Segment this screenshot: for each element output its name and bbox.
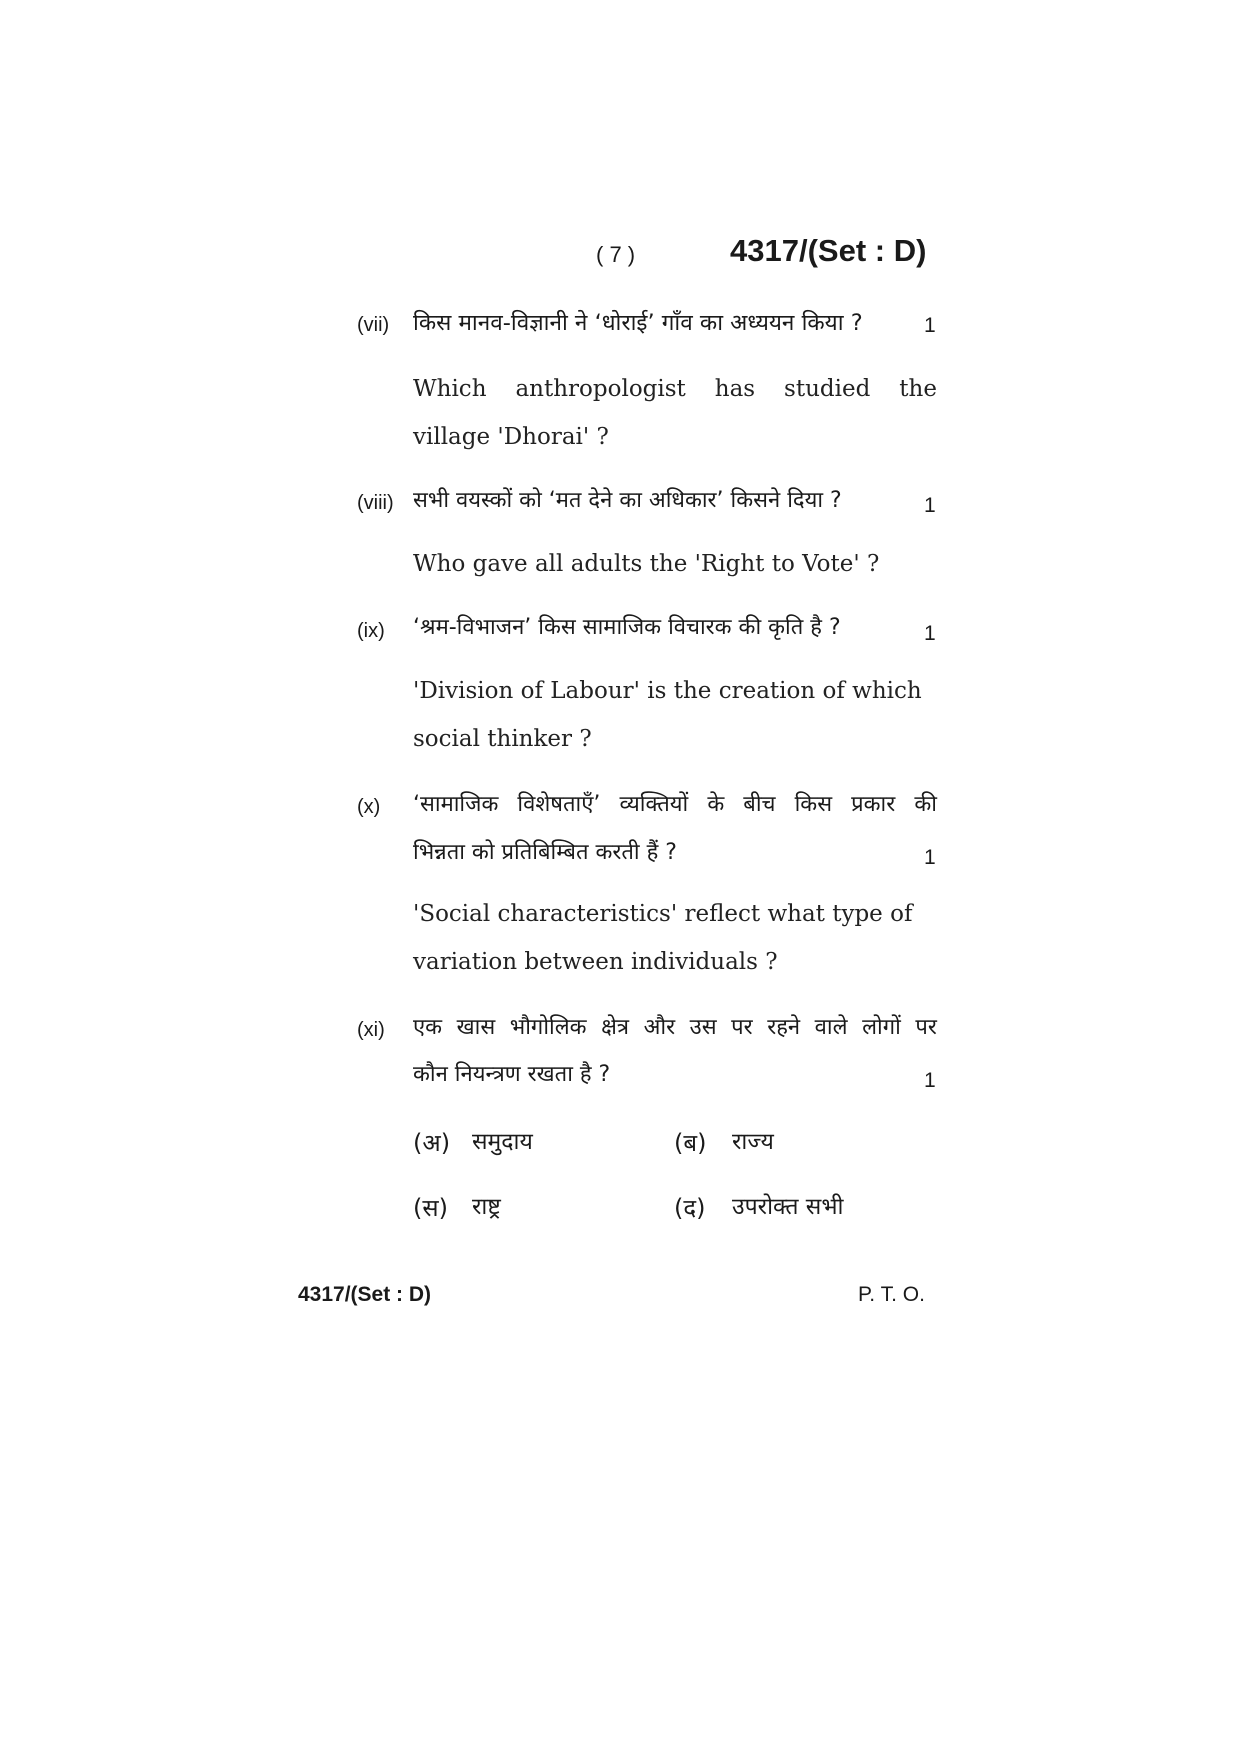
paper-code-header: 4317/(Set : D) (730, 233, 927, 268)
marks: 1 (924, 314, 936, 337)
option-a-text: समुदाय (472, 1129, 533, 1155)
word: रहने (767, 1015, 801, 1040)
word: प्रकार (851, 792, 896, 817)
question-hindi-line-2: भिन्नता को प्रतिबिम्बित करती हैं ? (413, 840, 677, 865)
option-c-label: (स) (413, 1194, 448, 1222)
question-hindi-line-1 (413, 1017, 937, 1039)
question-english-line-2: village 'Dhorai' ? (413, 424, 609, 450)
question-hindi-text: ‘श्रम-विभाजन’ किस सामाजिक विचारक की कृति है ? (413, 615, 841, 640)
question-hindi-line-1 (413, 794, 937, 816)
question-english-line-2: social thinker ? (413, 726, 592, 752)
word: लोगों (862, 1015, 901, 1040)
question-english-line-1: 'Social characteristics' reflect what type of (413, 901, 913, 927)
word: has (714, 376, 756, 402)
word: the (899, 376, 937, 402)
word: पर (915, 1015, 937, 1040)
word: Which (413, 376, 487, 402)
marks: 1 (924, 1069, 936, 1092)
word: की (914, 792, 937, 817)
word: क्षेत्र (601, 1015, 630, 1040)
question-number: (ix) (357, 620, 385, 642)
question-number: (vii) (357, 314, 390, 336)
question-hindi-text: किस मानव-विज्ञानी ने ‘धोराई’ गाँव का अध्ययन किया ? (413, 310, 863, 336)
word: ‘सामाजिक (413, 792, 499, 817)
question-english-line-1: 'Division of Labour' is the creation of which (413, 678, 922, 704)
word: और (643, 1015, 676, 1040)
word: anthropologist (515, 376, 686, 402)
option-c-text: राष्ट्र (472, 1194, 501, 1220)
option-b-text: राज्य (732, 1129, 774, 1155)
option-a-label: (अ) (413, 1129, 451, 1157)
question-number: (xi) (357, 1019, 385, 1041)
question-number: (x) (357, 796, 381, 818)
question-hindi-text: सभी वयस्कों को ‘मत देने का अधिकार’ किसने दिया ? (413, 488, 842, 513)
marks: 1 (924, 846, 936, 869)
page-number: ( 7 ) (596, 242, 636, 267)
option-d-label: (द) (674, 1194, 706, 1222)
word: studied (784, 376, 871, 402)
question-english-line-1 (413, 378, 937, 401)
question-english-line-1: Who gave all adults the 'Right to Vote' ? (413, 551, 880, 577)
word: खास (456, 1015, 496, 1040)
word: भौगोलिक (509, 1015, 587, 1040)
option-b-label: (ब) (674, 1129, 707, 1157)
word: के (707, 792, 725, 817)
word: वाले (814, 1015, 848, 1040)
marks: 1 (924, 494, 936, 517)
question-hindi-line-2: कौन नियन्त्रण रखता है ? (413, 1062, 611, 1087)
question-english-line-2: variation between individuals ? (413, 949, 778, 975)
word: किस (794, 792, 833, 817)
word: उस (689, 1015, 717, 1040)
word: बीच (743, 792, 776, 817)
marks: 1 (924, 622, 936, 645)
word: एक (413, 1015, 443, 1040)
word: विशेषताएँ’ (517, 792, 601, 817)
question-number: (viii) (357, 492, 394, 514)
word: पर (731, 1015, 753, 1040)
option-d-text: उपरोक्त सभी (732, 1194, 844, 1220)
please-turn-over: P. T. O. (858, 1283, 925, 1306)
paper-code-footer: 4317/(Set : D) (298, 1283, 432, 1306)
word: व्यक्तियों (619, 792, 689, 817)
